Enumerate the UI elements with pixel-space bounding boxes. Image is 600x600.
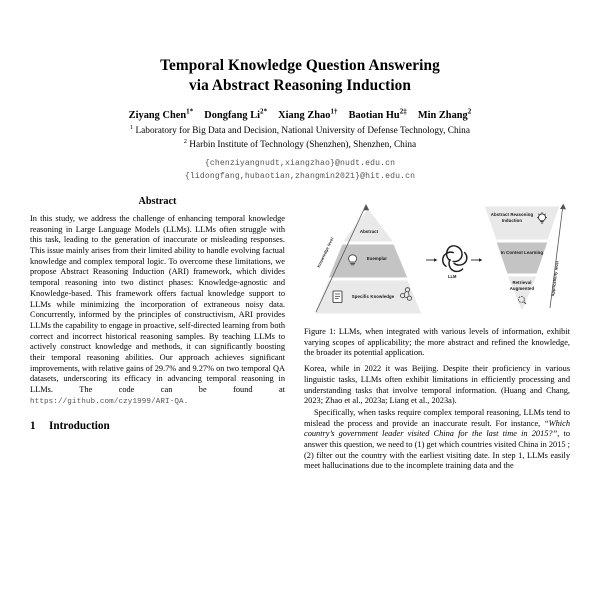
paragraph-2-quote: “Which country’s government leader visited China for the last time in 2015?”: [304, 418, 570, 439]
section-heading-introduction: [30, 420, 285, 432]
tier-label-exemplar: Exemplar: [366, 256, 388, 261]
affiliation-item: [60, 139, 540, 152]
applicability-level-axis-arrow: [560, 204, 566, 210]
arrow-into-llm-head: [434, 258, 437, 262]
knowledge-level-axis-label: Knowledge level: [316, 236, 335, 269]
figure-1-caption: Figure 1: LLMs, when integrated with various levels of information, exhibit varying scopes of applicability; the more abstract and refined the knowledge, the broader its potential application.: [304, 327, 570, 358]
paragraph-2-part-1: Specifically, when tasks require complex temporal reasoning, LLMs tend to mislead the process and provide an inaccurate result. For instance,: [304, 407, 570, 428]
title-block: [0, 0, 600, 183]
author-name: Baotian Hu: [348, 110, 400, 122]
affiliation-text: Harbin Institute of Technology (Shenzhen), Shenzhen, China: [189, 139, 417, 150]
right-tier-icl-shape: [496, 242, 548, 274]
section-title: Introduction: [49, 420, 110, 433]
author-entry: [128, 107, 194, 122]
abstract-text: [30, 214, 285, 407]
abstract-paragraph: In this study, we address the challenge of enhancing temporal knowledge reasoning in Large Language Models (LLMs). LLMs often struggle with this task, leading to the generation of inaccurate or misleading responses. This issue mainly arises from their limited ability to handle evolving factual knowledge and complex temporal logic. To overcome these limitations, we propose Abstract Reasoning Induction (ARI) framework, which divides temporal reasoning into two distinct phases: Knowledge-agnostic and Knowledge-based. This framework offers factual knowledge support to LLMs while minimizing the incorporation of extraneous noisy data. Concurrently, informed by the principles of constructivism, ARI provides LLMs the capability to engage in proactive, self-directed learning from both correct and incorrect historical reasoning samples. By teaching LLMs to actively construct knowledge and methods, it can significantly boosting their temporal reasoning abilities. Our approach achieves significant improvements, with relative gains of 29.7% and 9.27% on two temporal QA datasets, underscoring its efficacy in advancing temporal reasoning in LLMs. The code can be found at: [30, 214, 285, 394]
abstract-heading: Abstract: [138, 196, 177, 207]
affiliation-mark: 1: [130, 124, 134, 132]
knowledge-level-axis-arrow: [363, 204, 369, 210]
author-list: [60, 107, 540, 122]
title-line-2: via Abstract Reasoning Induction: [188, 77, 412, 95]
figure-1: [304, 196, 570, 359]
page-title: [60, 56, 540, 96]
tier-label-in-context-learning: In Context Learning: [500, 250, 544, 255]
author-marks: 1*: [186, 107, 194, 116]
tier-label-abstract: Abstract: [359, 229, 379, 234]
email-line: {chenziyangnudt,xiangzhao}@nudt.edu.cn: [204, 158, 396, 168]
author-marks: 2‡: [399, 107, 407, 116]
email-block: [60, 157, 540, 183]
body-columns: [0, 196, 600, 600]
author-marks: 2*: [260, 107, 268, 116]
paragraph-2-part-2: , to answer this question, we need to (1) get which countries visited China in 2015 ; (2) filter out the country with the earliest visiting date. In step 1, LLMs easily meet hallucinations due to the incomplete training data and the: [304, 429, 570, 471]
author-name: Dongfang Li: [204, 110, 261, 122]
tier-label-abstract-reasoning-induction: Abstract Reasoning Induction: [490, 212, 534, 223]
email-line: {lidongfang,hubaotian,zhangmin2021}@hit.edu.cn: [184, 171, 416, 181]
llm-swirl-icon: [443, 246, 467, 272]
affiliation-text: Laboratory for Big Data and Decision, National University of Defense Technology, China: [135, 126, 470, 137]
author-marks: 2: [467, 107, 472, 116]
author-entry: [348, 107, 407, 122]
right-column-paragraph-continued: Korea, while in 2022 it was Beijing. Despite their proficiency in various linguistic tasks, LLMs often exhibit limitations in efficiently processing and understanding tasks that involve temporal information. (Huang and Chang, 2023; Zhao et al., 2023a; Liang et al., 2023a).: [304, 364, 570, 406]
left-tier-abstract-shape: [342, 208, 394, 242]
author-marks: 1†: [330, 107, 338, 116]
applicability-level-axis-label: Applicability level: [550, 260, 560, 297]
right-column-paragraph-2: [304, 408, 570, 472]
author-name: Xiang Zhao: [278, 110, 331, 122]
right-column: [304, 196, 570, 600]
author-name: Ziyang Chen: [128, 110, 187, 122]
author-name: Min Zhang: [417, 110, 468, 122]
llm-label: LLM: [448, 274, 457, 279]
figure-1-graphic: [304, 196, 570, 321]
section-number: 1: [30, 420, 36, 433]
tier-label-retrieval-augmented: Retrieval Augmented: [509, 280, 535, 291]
affiliation-list: [60, 125, 540, 151]
author-entry: [278, 107, 338, 122]
arrow-out-of-llm-head: [479, 258, 482, 262]
left-column: [30, 196, 285, 600]
author-entry: [417, 107, 472, 122]
tier-label-specific-knowledge: Specific Knowledge: [351, 294, 395, 299]
affiliation-item: [60, 125, 540, 138]
affiliation-mark: 2: [183, 137, 187, 145]
author-entry: [204, 107, 268, 122]
title-line-1: Temporal Knowledge Question Answering: [160, 57, 440, 74]
abstract-code-url: https://github.com/czy1999/ARI-QA.: [30, 397, 189, 406]
document-icon: [333, 291, 342, 303]
